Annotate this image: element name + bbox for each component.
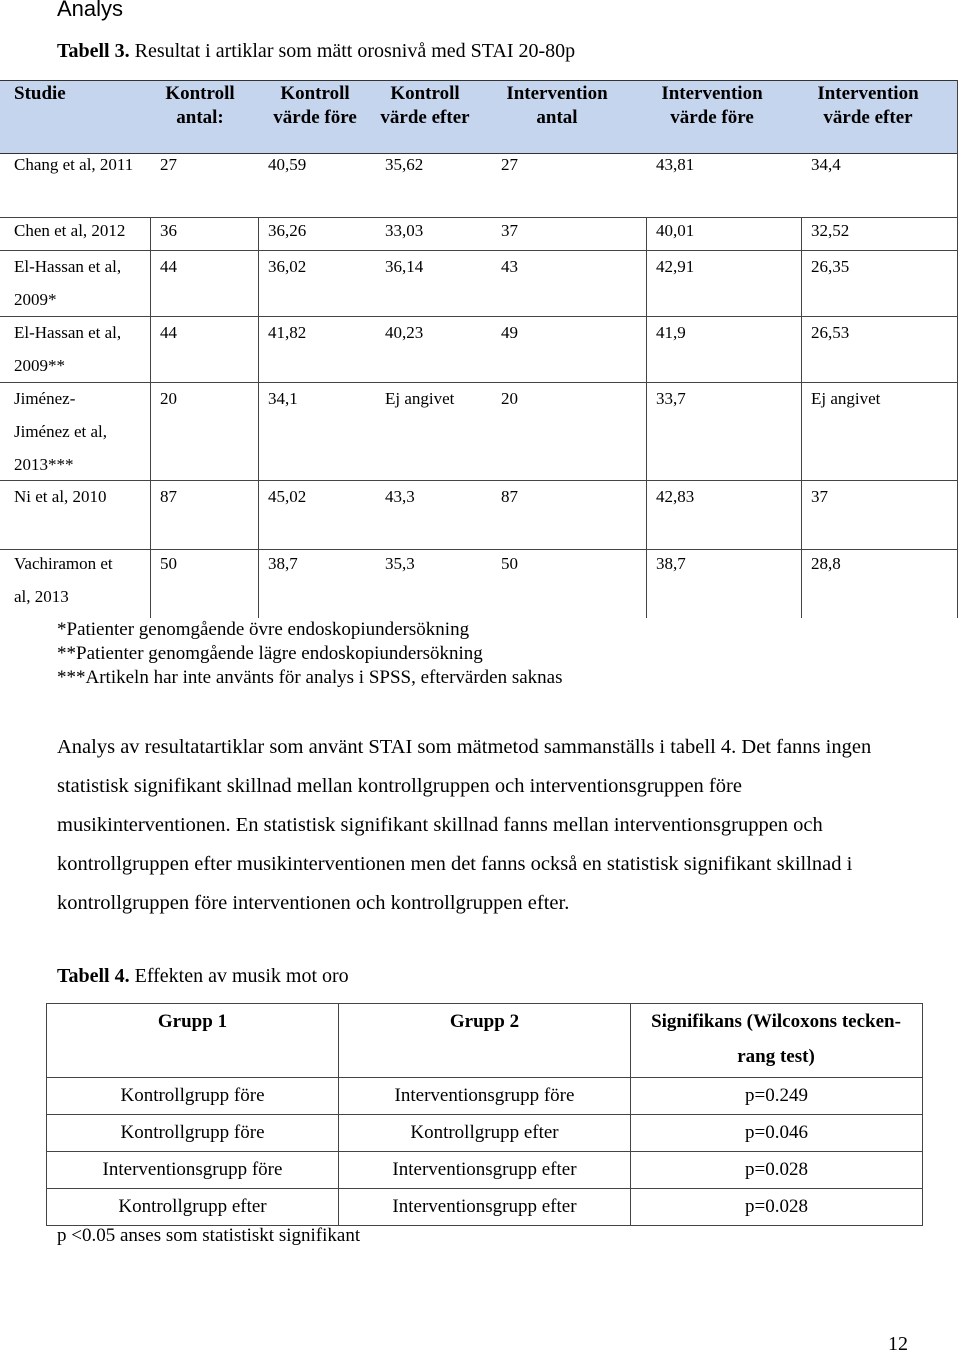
table-cell: 37 (501, 221, 518, 240)
table3-header-intervention-n: Intervention antal (506, 83, 608, 128)
table-cell: 32,52 (811, 221, 850, 240)
table-cell: 38,7 (656, 554, 686, 573)
table4-caption-label: Tabell 4. (57, 965, 130, 987)
table-row-study: Chen et al, 2012 (14, 221, 126, 240)
table4-header-significance: Signifikans (Wilcoxons tecken-rang test) (651, 1011, 901, 1067)
table-row-study: El-Hassan et al, 2009* (14, 257, 122, 309)
page-number: 12 (888, 1333, 908, 1355)
table-row-study: El-Hassan et al, 2009** (14, 323, 122, 375)
table-cell: 42,91 (656, 257, 695, 276)
table-cell: 33,03 (385, 221, 424, 240)
table4-caption (57, 965, 349, 988)
section-title: Analys (57, 0, 124, 21)
table3-header-control-before: Kontroll värde före (273, 83, 357, 128)
table-cell: Kontrollgrupp före (120, 1085, 265, 1106)
table-cell: 50 (501, 554, 518, 573)
table4-header-group1: Grupp 1 (157, 1011, 228, 1032)
table-cell: p=0.028 (745, 1196, 808, 1217)
table-cell: 36,26 (268, 221, 307, 240)
table-cell: 87 (501, 487, 518, 506)
table-cell: Interventionsgrupp efter (392, 1159, 577, 1180)
body-paragraph: Analys av resultatartiklar som använt STAI som mätmetod sammanställs i tabell 4. Det fanns ingen statistisk signifikant skillnad mellan kontrollgruppen och interventionsgruppen före musikinterventionen. En statistisk signifikant skillnad fanns mellan interventionsgruppen och kontrollgruppen efter musikinterventionen men det fanns också en statistisk signifikant skillnad i kontrollgruppen före interventionen och kontrollgruppen efter. (57, 736, 872, 914)
table4-caption-text: Effekten av musik mot oro (129, 965, 349, 987)
table-cell: 27 (501, 155, 518, 174)
table3-caption-label: Tabell 3. (57, 40, 130, 62)
table-cell: 87 (160, 487, 177, 506)
column-divider (801, 218, 802, 618)
table3-header-control-after: Kontroll värde efter (380, 83, 470, 128)
table-cell: 40,23 (385, 323, 424, 342)
table-cell: 43 (501, 257, 518, 276)
table-cell: 34,4 (811, 155, 841, 174)
table-cell: 50 (160, 554, 177, 573)
table-cell: Interventionsgrupp före (394, 1085, 575, 1106)
table-cell: p=0.046 (745, 1122, 808, 1143)
column-divider (150, 218, 151, 618)
table-cell: 26,35 (811, 257, 850, 276)
table-row-study: Ni et al, 2010 (14, 487, 107, 506)
table3-header-intervention-before: Intervention värde före (661, 83, 763, 128)
table-cell: 28,8 (811, 554, 841, 573)
table3 (0, 80, 958, 618)
table3-footnote: **Patienter genomgående lägre endoskopiundersökning (57, 643, 483, 664)
table-cell: Kontrollgrupp efter (118, 1196, 267, 1217)
table-cell: 41,82 (268, 323, 307, 342)
table-row-study: Jiménez-Jiménez et al, 2013*** (14, 389, 107, 474)
table-row-study: Chang et al, 2011 (14, 155, 134, 174)
table3-caption (57, 40, 575, 63)
table-cell: 36,02 (268, 257, 307, 276)
table3-header-study: Studie (14, 83, 66, 104)
table-cell: 40,59 (268, 155, 307, 174)
table-cell: p=0.028 (745, 1159, 808, 1180)
table-cell: p=0.249 (745, 1085, 808, 1106)
table3-header-intervention-after: Intervention värde efter (817, 83, 919, 128)
table4-note: p <0.05 anses som statistiskt signifikant (57, 1225, 361, 1246)
table-cell: 20 (501, 389, 518, 408)
table-cell: Interventionsgrupp före (102, 1159, 283, 1180)
table-cell: 42,83 (656, 487, 695, 506)
table-row-study: Vachiramon et al, 2013 (14, 554, 113, 606)
table4 (46, 1003, 923, 1226)
column-divider (258, 218, 259, 618)
table-cell: 38,7 (268, 554, 298, 573)
table-cell: 40,01 (656, 221, 695, 240)
table-cell: Ej angivet (385, 389, 455, 408)
table3-footnote: ***Artikeln har inte använts för analys i SPSS, eftervärden saknas (57, 667, 563, 688)
table-cell: 34,1 (268, 389, 298, 408)
table-cell: Kontrollgrupp före (120, 1122, 265, 1143)
table-cell: 41,9 (656, 323, 686, 342)
table4-header-group2: Grupp 2 (449, 1011, 520, 1032)
table3-header-control-n: Kontroll antal: (165, 83, 235, 128)
table-cell: 36,14 (385, 257, 424, 276)
table-cell: 35,62 (385, 155, 424, 174)
table-cell: 37 (811, 487, 828, 506)
table3-footnote: *Patienter genomgående övre endoskopiundersökning (57, 619, 470, 640)
table-cell: 35,3 (385, 554, 415, 573)
table-cell: 27 (160, 155, 177, 174)
table-cell: 36 (160, 221, 177, 240)
table-cell: 43,3 (385, 487, 415, 506)
table-cell: 45,02 (268, 487, 307, 506)
column-divider (646, 218, 647, 618)
table-cell: 44 (160, 257, 177, 276)
table-cell: Ej angivet (811, 389, 881, 408)
table-cell: 33,7 (656, 389, 686, 408)
table-cell: 44 (160, 323, 177, 342)
table-cell: Kontrollgrupp efter (410, 1122, 559, 1143)
table-cell: 49 (501, 323, 518, 342)
table-cell: Interventionsgrupp efter (392, 1196, 577, 1217)
table-cell: 26,53 (811, 323, 850, 342)
table-right-border (957, 80, 958, 618)
table3-caption-text: Resultat i artiklar som mätt orosnivå med STAI 20-80p (129, 40, 576, 62)
table-cell: 20 (160, 389, 177, 408)
table-cell: 43,81 (656, 155, 695, 174)
